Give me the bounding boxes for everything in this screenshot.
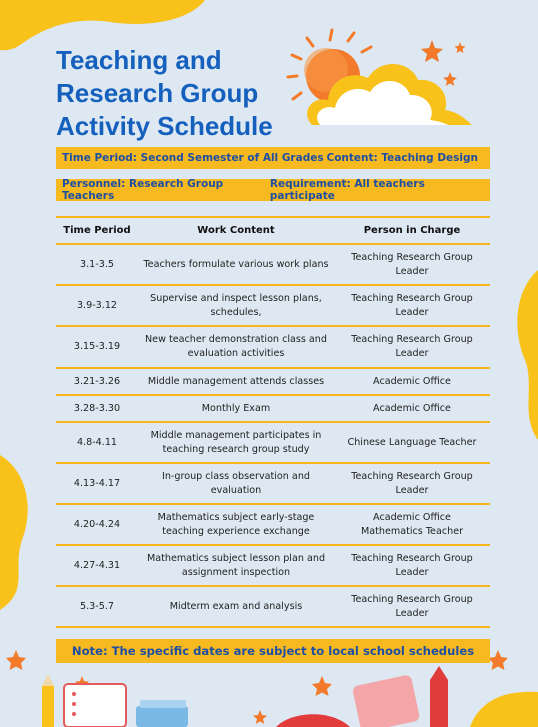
notebook-icon: [64, 684, 126, 727]
table-row: [56, 422, 490, 463]
table-row: [56, 504, 490, 545]
cell-work-content: [138, 463, 334, 504]
cell-line: Leader: [395, 306, 429, 318]
cell-person-in-charge: [334, 244, 490, 285]
personnel-info: Personnel: Research Group Teachers: [62, 178, 224, 202]
cell-time-period: 3.15-3.19: [56, 326, 138, 368]
cell-person-in-charge: [334, 504, 490, 545]
table-row: [56, 545, 490, 586]
cell-line: evaluation activities: [187, 348, 285, 359]
crayon-icon: [430, 666, 448, 727]
cell-work-content: [138, 285, 334, 326]
cell-line: Teaching Research Group: [351, 470, 473, 482]
cell-line: Leader: [395, 484, 429, 496]
cell-line: Leader: [395, 348, 429, 359]
cell-line: evaluation: [210, 484, 262, 496]
cell-line: Academic Office: [373, 375, 451, 387]
cell-person-in-charge: [334, 368, 490, 395]
cell-person-in-charge: [334, 586, 490, 627]
cell-time-period: 4.8-4.11: [56, 422, 138, 463]
schedule-body: [56, 244, 490, 627]
corner-blob-top-left: [0, 0, 205, 50]
cell-line: Academic Office: [373, 511, 451, 523]
column-header-person-in-charge: Person in Charge: [334, 217, 490, 244]
cell-person-in-charge: [334, 326, 490, 368]
title-line: Activity Schedule: [56, 111, 273, 141]
cell-time-period: 5.3-5.7: [56, 586, 138, 627]
info-band-personnel-requirement: [56, 179, 490, 201]
schedule-table: [56, 216, 490, 628]
cell-line: Monthly Exam: [201, 402, 271, 414]
cell-line: Leader: [395, 265, 429, 277]
title-line: Teaching and: [56, 45, 222, 75]
cell-work-content: [138, 545, 334, 586]
requirement-info: Requirement: All teachers participate: [269, 178, 425, 202]
column-header-work-content: Work Content: [138, 217, 334, 244]
column-header-time-period: Time Period: [56, 217, 138, 244]
table-row: [56, 326, 490, 368]
cell-person-in-charge: [334, 395, 490, 422]
cell-work-content: [138, 395, 334, 422]
cell-line: Academic Office: [373, 402, 451, 414]
cell-person-in-charge: [334, 422, 490, 463]
books-icon: [136, 674, 420, 727]
cell-line: Teaching Research Group: [351, 292, 473, 304]
cell-time-period: 4.13-4.17: [56, 463, 138, 504]
cell-work-content: [138, 368, 334, 395]
page-title: [56, 44, 296, 143]
cell-line: Teaching Research Group: [351, 552, 473, 564]
cell-person-in-charge: [334, 545, 490, 586]
cell-line: Teaching Research Group: [351, 334, 473, 345]
table-row: [56, 368, 490, 395]
side-blob-right: [517, 270, 538, 440]
title-line: Research Group: [56, 78, 259, 108]
time-period-info: Time Period: Second Semester of All Grades: [62, 152, 324, 164]
cell-time-period: 3.9-3.12: [56, 285, 138, 326]
pencil-icon: [42, 674, 54, 727]
cell-line: assignment inspection: [181, 566, 291, 578]
corner-blob-bottom-right: [470, 692, 538, 727]
cell-line: Leader: [395, 566, 429, 578]
cell-time-period: 3.1-3.5: [56, 244, 138, 285]
cell-work-content: [138, 586, 334, 627]
cell-line: schedules,: [210, 306, 262, 318]
cell-line: Leader: [395, 607, 429, 619]
cell-time-period: 3.28-3.30: [56, 395, 138, 422]
cell-line: Teaching Research Group: [351, 593, 473, 605]
cell-line: Teachers formulate various work plans: [143, 258, 329, 270]
cell-work-content: [138, 504, 334, 545]
cell-time-period: 4.20-4.24: [56, 504, 138, 545]
cell-work-content: [138, 326, 334, 368]
cell-time-period: 3.21-3.26: [56, 368, 138, 395]
table-row: [56, 285, 490, 326]
cell-line: Mathematics Teacher: [360, 525, 464, 537]
cell-line: Mathematics subject early-stage: [157, 511, 315, 523]
schedule-note: Note: The specific dates are subject to local school schedules: [56, 639, 490, 663]
cell-line: Chinese Language Teacher: [347, 436, 477, 448]
table-header-row: [56, 217, 490, 244]
side-blob-left: [0, 455, 28, 610]
cell-line: Midterm exam and analysis: [169, 600, 303, 612]
cell-work-content: [138, 244, 334, 285]
cell-person-in-charge: [334, 463, 490, 504]
cell-line: Supervise and inspect lesson plans,: [150, 292, 322, 304]
table-row: [56, 395, 490, 422]
cell-line: teaching research group study: [162, 443, 310, 455]
info-band-time-content: [56, 147, 490, 169]
cell-time-period: 4.27-4.31: [56, 545, 138, 586]
cell-line: teaching experience exchange: [162, 525, 310, 537]
content-info: Content: Teaching Design: [326, 152, 478, 164]
cell-person-in-charge: [334, 285, 490, 326]
cell-line: New teacher demonstration class and: [145, 334, 327, 345]
cell-line: Middle management attends classes: [147, 375, 325, 387]
cell-line: Teaching Research Group: [351, 251, 473, 263]
cell-work-content: [138, 422, 334, 463]
table-row: [56, 463, 490, 504]
red-arc: [276, 714, 350, 727]
table-row: [56, 244, 490, 285]
cell-line: Middle management participates in: [150, 429, 322, 441]
cell-line: Mathematics subject lesson plan and: [146, 552, 326, 564]
cell-line: In-group class observation and: [162, 470, 310, 482]
table-row: [56, 586, 490, 627]
